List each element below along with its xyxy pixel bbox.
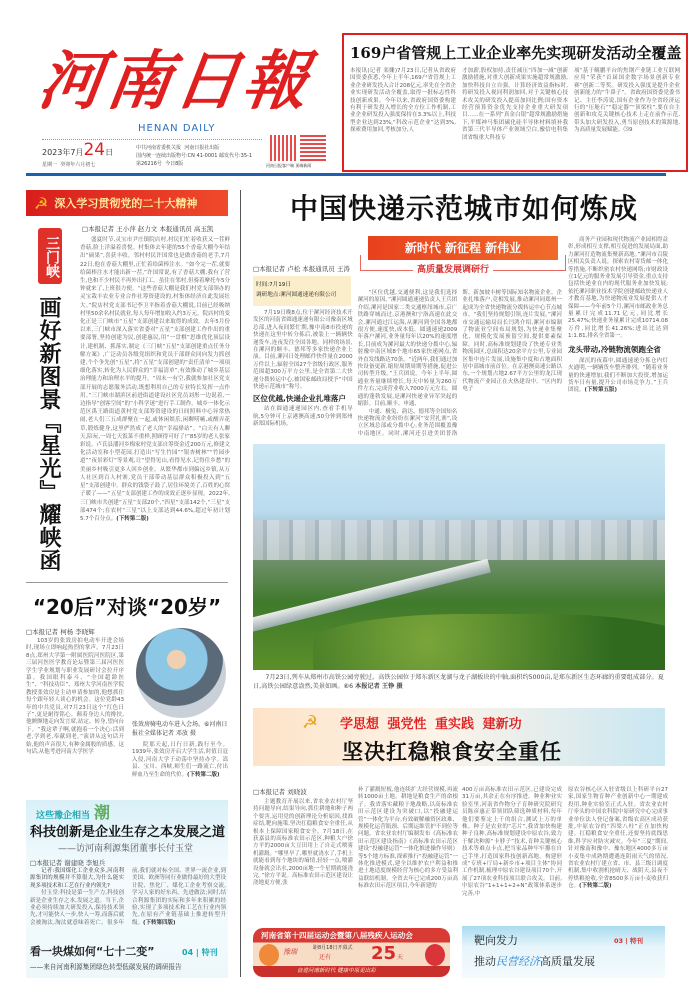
games-countdown-ad[interactable]: 河南省第十四届运动会暨第八届残疾人运动会 豫瑞 距8月18日开幕式 还有 25 天 奋进河南新时代 健康中原更出彩: [253, 928, 450, 977]
express-col1: 7月19日晚8点,位于漯河经济技术开发区的河南省圆通速递有限公司豫南区域总部,进入夜间繁忙期,豫中南8市投递的快递在这里中转分拣后,被装上一辆辆快递货车,连夜发往全国各地。同样的场景,在漯河的顺丰、德邦等多家快递企业上演。目前,漯河日处理邮件快件量在2000万件以上,辐射全国27个省级行政区,服务范围超300万平方公里,是全省第二大快递分拨转运中心,被国家邮政局授予“中国快递示范城市”称号。: [253, 310, 353, 391]
grain-slogan: 学思想 强党性 重实践 建新功: [340, 717, 522, 732]
byline: □本报记者 刘晓波: [253, 788, 307, 796]
express-col4: 商务产业园和现代物流产业园相得益彰,形成相互支撑,相互促进的发展局面,助力漯河打造物流集聚新高地。”漯河市召陵区相关负责人说。探索农村寄货邮一体化等措施,不断织密农村快递网络;市财政设立1亿元的服务业发展引导资金,重点支持包括快递业在内的现代服务业加快发展;依托漯河职业技术学院创建邮政快递业人才教育基地,为快递物流业发展提供人才保障——今年前5个月,漯河市邮政业务总量累计完成11.71亿元,同比增长25.47%;快递业务量累计完成10714.08万件,同比增长41.26%;进出比达到1:1.81,排名全省第一。: [568, 237, 668, 340]
photo-caption: 7月23日,列车从郑州市高铁公园旁驶过。高铁公园位于郑东新区龙湖与龙子湖板块的中轴,面积约5000亩,是郑东新区生态环廊的重要组成部分。夏日,高铁公园绿意盎然,美景如画。⑥6 本报记者 王铮 摄: [253, 674, 664, 690]
twenty-headline[interactable]: “20后”对谈“20岁”: [32, 595, 222, 619]
express-col3: 中通、极兔、韵达、德邦等全国知名快递物流企业纷纷在漯河“安营扎寨”,设立区域总部或分拨中心,业务范围覆盖豫中南地区。同时,漯河还引进美团普洛斯、新加坡丰树等国际知名物流企业。企业扎堆落户,竞相发展,推动漯河同郑州一起成为全省快递物流分拨转运中心节点城市。“我们坚持规划引领,连片发展。”漯河市交通运输局局长闫鸿介绍,漯河市编制了物流业空间布局规划,为快递业集聚化、规模化发展预留空间,提供要素保障。同时,高标准规划建设了快递专业类物流园区,总面积达20余平方公里,专业园区集中连片发展,设施集中度和占地面积居中部城市前首位。在京港澳高速公路以东,一个规划占地2.67平方公里的龙江现代物流产业园正在火热建设中。“区内的电子: [357, 290, 562, 437]
top-story-headline[interactable]: 169户省管规上工业企业率先实现研发活动全覆盖: [350, 44, 682, 62]
english-title: HENAN DAILY: [138, 123, 216, 134]
feature-tag: 这些豫企相当 潮: [36, 803, 111, 822]
continue-note: (下转第二版): [579, 883, 612, 890]
promo-subtitle: ——来自河南利源集团绿色转型低碳发展的调研报告: [30, 963, 182, 971]
section-subhead: 龙头带动,冷链物流领跑全省: [568, 344, 661, 354]
byline: □本报记者 卢松 本报通讯员 王涛: [253, 265, 350, 273]
article-body: 盛夏时节,灵宝市尹庄镇院店村,村民们忙着收获又一茬鲜香菇,脸上洋溢着喜悦。村集体去年建的55个香菇大棚今年结出“硕果”,喜获丰收。邻村村民许国常也是做香菇的老手,7月22日,他在香菇大棚里,正忙着给菌棒注水。“如今完一茬,就要给菌棒注水才能出新一茬,”许国常说,有了香菇大棚,我有了营生,也和不少村民不再外出打工。虽住在邻村,但骑着摩托车5分钟就来了,上班很方便。“这些香菇大棚是我们村党支部领办的灵宝栽丰农业专业合作社筹资建设的,村集体经济自此发展壮大。”院店村党支部书记李卫平指着香菇大棚说,目前已经吸纳村里50余名村民就业,每人每年增加收入约3万元。院店村的变化正是三门峡市“五星”支部创建以来取得的成效。去年5月份以来,三门峡市深入落实省委对“五星”支部创建工作作出的重要部署,坚持创建为民,创建惠民,用“一盘棋”思维优化顶层设计,建机制、抓落实,制定《三门峡“五星”支部创建重点任务分解方案》,广泛动员各级党组织和党员干部群众同向发力抓创建,个个争先创“五星”,将“五星”支部创建的“责任清单”一项项细化落实,转化为人民群众的“幸福清单”,有效推动了城乡基层治理能力和治理水平的提升。“周末一有空,我就参加社区党支部开展的志愿服务活动,既想利用自己的专业特长发挥一点作用。”三门峡市湖滨区前进街道建设社区党员刘彤一边说着,一边指导“创客空间”的“小科学迷”进行手工制作。城乡一体化示范区禹王路街道黄村党支部筹资建设的日间照料中心异常热闹,老人们三五成群聚在一起,或休闲娱乐,闲聊唠嗑,或醒弄花草,锻炼健身,这里俨然成了老人的“幸福驿站”。“白天有人聊天,陪玩,一周七天饭菜不重样,照顾得可好了!”85岁的老人张家彩说。卢氏县潘河乡梅家村党支部自筹资金近200万元,修建文化活动室和小型花园,打造出“写生竹园”“银杏树林”“竹园步道”“夜景彩灯”等景观,让“望得见山,看得见水,记得住乡愁”的美丽乡村吸引更多人回乡创业。从繁华都市到偏远乡镇,从万人社区到百人村寨,党员干部带动基层群众积极投入到“五星”支部创建中。群众的钱袋子鼓了,居住环境美了,百姓的心窝子暖了——“五星”支部创建工作的成效正逐步显现。2022年,三门峡市共创建“五星”支部20个,“四星”支部142个,“三星”支部474个;在农村“三星”以上支部达到44.6%,超过年初计划5.7个百分点。(下转第二版): [80, 237, 230, 522]
byline: □本报记者 柯杨 李晓辉: [26, 628, 95, 636]
place-tag: 三门峡: [38, 228, 62, 284]
express-col4-block: 商务产业园和现代物流产业园相得益彰,形成相互支撑,相互促进的发展局面,助力漯河打造物流集聚新高地。”漯河市召陵区相关负责人说。探索农村寄货邮一体化等措施,不断织密农村快递网络;市财政设立1亿元的服务业发展引导资金,重点支持包括快递业在内的现代服务业加快发展;依托漯河职业技术学院创建邮政快递业人才教育基地,为快递物流业发展提供人才保障——今年前5个月,漯河市邮政业务总量累计完成11.71亿元,同比增长25.47%;快递业务量累计完成10714.08万件,同比增长41.26%;进出比达到1:1.81,排名全省第一。 龙头带动,冷链物流领跑全省 深沉的夜幕中,圆通速递分拣仓内灯火通明,一辆辆货车整齐排列。“随着业务量的快速增加,我们不断加大投资,增加运货车日有量,提升公司市场竞争力。”王兵团说。(下转第五版): [568, 237, 668, 394]
byline: □本报记者 谢建晓 李旭兵: [30, 859, 106, 867]
feature-subhead: ——访河南利源集团董事长付玉堂: [58, 844, 194, 854]
promo-page: 03 | 特刊: [614, 937, 643, 945]
tree-canopy: [313, 614, 665, 670]
grain-col4: 原农谷核心区入驻省级以上科研平台27家,国家生物育种产业创新中心一期建成投用,种业实验室正式入驻。省农业农村厅牵头的中国农科院中原研究中心完成事业单位法人登记备案,省级农高区成功获批,中原农谷的“四梁八柱”正在加快构建。扛稳粮食安全重任,还要坚持底线思维,科学应对防灾减灾。今年“三夏”期间,针对豫南和豫中、豫东地区4000多万亩小麦集中成熟期遭遇连阴雨天气的情况,省农业农村厅建立省、市、县三级日调度机制,集中收割机抢晴天、战阴天,县夜不停烘粮抢收,全省8500多万亩小麦收获归仓。(下转第二版): [568, 787, 668, 890]
top-story-columns: [350, 68, 680, 142]
photo-caption: 张效房骑电动车进入会场。⑥河南日报社全媒体记者 邓放 摄: [132, 721, 228, 737]
city-skyline: [253, 520, 665, 560]
express-col1b: 站在圆通速递园区内,查看手机导航,5分钟可上京港澳高速,50分钟到郑州新郑国际机场。: [253, 406, 353, 428]
qr-code-app[interactable]: [270, 135, 296, 161]
masthead-rule: [26, 173, 666, 176]
party-emblem-icon: ☭: [34, 193, 49, 213]
vertical-headline[interactable]: 画好新图景『星光』耀峡函: [36, 296, 62, 572]
party-emblem-icon: ☭: [302, 712, 319, 733]
continue-note: (下转第五版): [584, 387, 618, 394]
grain-col1: 主题教育开展以来,省农业农村厅坚持问题导向,结果导向,抓住耕地和种子两个要害,运用党的创新理论分析原因,找准症结,靶向施策,坚决扛稳粮食安全重任,从根本上保障国家粮食安全。7月18日,在获嘉县的高标准农田示范区,种粮大户徐方平的2000亩大豆田用上了自走式喷雾机灌溉。“哪里旱了,哪里就浇水了,手机上就能看到每个地块的墒情,轻轻一点,喷灌设备就会出水,2000亩地一个星期就能浇完。”徐方平说。高标准农田示范区建设让浇地更方便,张: [253, 799, 353, 887]
article-body: 院那天起,日行日新,践行至今。1939年,张效房开启大学生活,时值日寇入侵,河南大学于动荡中坚持办学。嵩县、宝川、西峡,师生们一路流亡,付出鲜血乃至生命的代价。(下转第二版): [132, 742, 228, 778]
article-body: 103岁的张效房拍电动车开进会场时,现场立即响起热烈的掌声。7月23日8点,郑州大学第一附属医院河医院区,第三届河医医学教育论坛暨第三届河医医学生学业规划与职业发展研讨会拉开序幕。我国眼科泰斗、“全国超龄医生”、“科技功臣”、郑州大学河南医学院教授张效房是主动申请参加的,他想抓住每个跟年轻人谈心的机会。这位党龄43年的中共党员,对7月23日这个“红色日子”,更是耐得铭心。颠着身边人的搀扶,他颤颤地走向发言席,站定、转身,望向台下。“我这辈子啊,就抱着一个决心:活到老,学到老,奉献到老。”演讲从这句话开始,他的声音很大,有种金属般的质感。这句话,从他考进河南大学医学: [26, 638, 124, 756]
section-rule: [26, 582, 228, 583]
express-headline[interactable]: 中国快递示范城市如何炼成: [290, 192, 639, 225]
issue-number: 第26216号 今日8版: [136, 161, 184, 167]
promo-page: 04 | 特刊: [182, 948, 218, 957]
feature-headline[interactable]: 科技创新是企业生存之本发展之道: [30, 825, 226, 840]
top-story-col3: 项“基于鲲鹏平台的焦钢产业链工业互联网应用”荣获“首届国企数字场景创新专业赛”创新二等奖。研发投入强度是提升企业创新能力的“牛鼻子”。省政府国资委党委书记、主任李涛说,国有企业作为全省经济运行的“压舱石”“稳定器”“顶梁柱”,要在自主创新和攻克关键核心技术上走在前作示范,带头加大研发投入,勇当原创技术的策源地,为高质量发展赋能。⑶9: [574, 68, 680, 134]
grain-col2: 补了灌溉短板,他连续扩大经营规模,再流转1000亩土地。耕地是粮食生产的命根子。我省落实藏粮于地战略,以高标准农田示范区建设为突破口,以“投融建运管”一体化为平台,有效破解融资区政难、规模化运营瓶颈、后期运维管护不到位等问题。省农业农村厅编制发布《高标准农田示范区建设指南》《高标准农田示范区建设“投融建运管”一体化推进操作导则》等5个地方标准,探索推行“投融建运管”一体化推进模式,建全以维护农户利益和推进土地适度规模经营为核心的多方受益利益联结机制。全省去年已完成200万亩高标准农田示范区项目,今年新建的: [358, 787, 458, 890]
series-subtitle: 高质量发展调研行: [413, 264, 493, 276]
continue-note: (下转第二版): [187, 771, 220, 778]
top-story-col1: 本报讯(记者 栾姗)7月23日,记者从省政府国资委获悉,今年上半年,169户省管规上工业企业研发投入合计208亿元,率先在全省企业实现研发活动全覆盖,取得一批标志性科技创新成果。今年以来,省政府国资委构建有利于研发投入增长的全方位工作机制,工业企业研发投入强度保持在3.3%以上,科技型企业达到23%,“科改示范企业”达到3%,探索费用加回,考核加分,人: [350, 68, 456, 134]
qr-labels: 河南日报客户端 顶端新闻: [266, 163, 312, 168]
section-subhead: 区位优越,快递企业扎堆落户: [253, 394, 346, 404]
countdown-days: 25: [371, 943, 397, 964]
promo-title[interactable]: 看一块煤如何“七十二变”: [30, 945, 155, 958]
continue-note: (下转第四版): [143, 919, 176, 926]
byline: □本报记者 王小萍 赵力文 本报通讯员 高玉凯: [82, 225, 214, 233]
info-box: 时间:7月19日 调研地点:漯河圆通速递有限公司: [253, 276, 351, 306]
newspaper-logo: 河南日報: [33, 44, 317, 119]
weekday-lunar: 星期一 癸卯年六月初七: [42, 162, 96, 168]
qr-code-dingduan[interactable]: [300, 135, 326, 161]
high-speed-rail-park-photo[interactable]: [253, 444, 665, 670]
theme-banner: ☭ 深入学习贯彻党的二十大精神: [26, 190, 228, 216]
express-col2: “区位优越,交通便利,这是我们选择漯河的原因。”漯河圆通速递负责人王兵团介绍,漯河是国家二类交通枢纽城市,京广铁路穿城而过,京港澳和宁洛高速在此交会,漯河通过江运海,从漯河到全国各地都很方便,速度快,成本低。圆通速递2009年落户漯河,业务量每年以20%的速度增长,目前成为漯河最大的快递分拨中心,辐射豫中南区域8个地市65家快递网点,省外直发线路达70条。“近两年,我们通过加快设备更新,缩短周期周期等措施,促进公司转型升级。”王兵团说。今年上半年,圆通业务量继续增长,每天中转量为260万件左右,完成营业收入7000万元左右。圆通的蓬勃发展,是漯河快递业异军突起的缩影。目前,顺丰、申通、: [357, 290, 458, 408]
publication-number: 国内统一连续出版物号:CN 41-0001 邮发代号:35-1: [136, 153, 253, 159]
mascot-icon: [425, 944, 445, 966]
top-story: [342, 33, 688, 172]
portrait-photo[interactable]: [136, 628, 226, 718]
dotted-rule: [42, 139, 262, 140]
mascot-icon: [259, 944, 279, 966]
express-columns: [253, 290, 562, 440]
continue-note: (下转第二版): [116, 515, 149, 522]
info-box-spacer: [253, 290, 353, 310]
private-economy-promo[interactable]: 靶向发力 03 | 特刊 推动民营经济高质量发展: [462, 926, 665, 978]
column-divider: [240, 190, 241, 977]
grain-headline[interactable]: 坚决扛稳粮食安全重任: [342, 739, 562, 764]
top-story-col2: 才加薪,股权加持,责任减压“四加一减”创新激励措施,对重大创新成果实施超常规激励,加快科技自立自强。计算经济效益指标时,将研发投入视同利润加回,对于关键核心技术攻关的研发投入提高加回比例;国有资本经营预算资金优先支持企业重大研发项目……在一系列“真金白银”超常规激励措施下,平煤神马集团碳化硅半导体材料填补我省第三代半导体产业领域空白,豫信电科集团省级重大科技专: [462, 68, 568, 141]
series-banner: 新时代 新征程 新伟业: [368, 236, 558, 260]
interview-body: 记者:我国煤化工企业众多,河南利源集团的规模并不算很大,为什么能实现多项技术和工艺在行业内领先? 付玉堂:科技是第一生产力,科技创新是企业生存之本,发展之道。当下,企业必须持续加大研发投入,保持技术领先,才可能快人一步,快人一筹,而落后就会被淘汰,淘汰就意味着死亡。很多年前,我们就对标全国、世界一流企业,到美国、欧洲等同行业做得最好的大型设计院、焦化厂、煤化工企业考察交流,学习人家的好东西、先进做法;同时,结合利源集团的实际和多年来积累的经验,实现了多项技术和工艺在行业内领先,在原有产业链基础上推进转型升级。(下转第四版): [30, 868, 226, 926]
grain-col3: 400万亩高标准农田示范区,已建设完成31万亩,其余正在有序推进。种业种业实验室里,河南省作物分子育种研究院研究员陈彦惠正带领团队筛选种质材料,每年他们要鉴定上千的组合,测试上万的单株。种子是农业的“芯片”,我省加快构建种子良种,高标准规划建设中原农谷,致力于解决种源“卡脖子”技术,育种关键核心技术等难点卡点,把当家品种牢牢攥在自己手里,打造国家科技创新高地。构建形成“专班+厅局+新乡市+项目主体”协同工作机制,梳理中原农谷建设项目70个,开展了27项农业科技项目联合攻关。目前,中原农谷“1+1+1+2+N”政策体系逐步完善,中: [462, 787, 562, 897]
publisher-info: 中共河南省委机关报 河南日报社出版: [136, 145, 220, 151]
issue-date: 2023年7月24日: [42, 140, 114, 160]
